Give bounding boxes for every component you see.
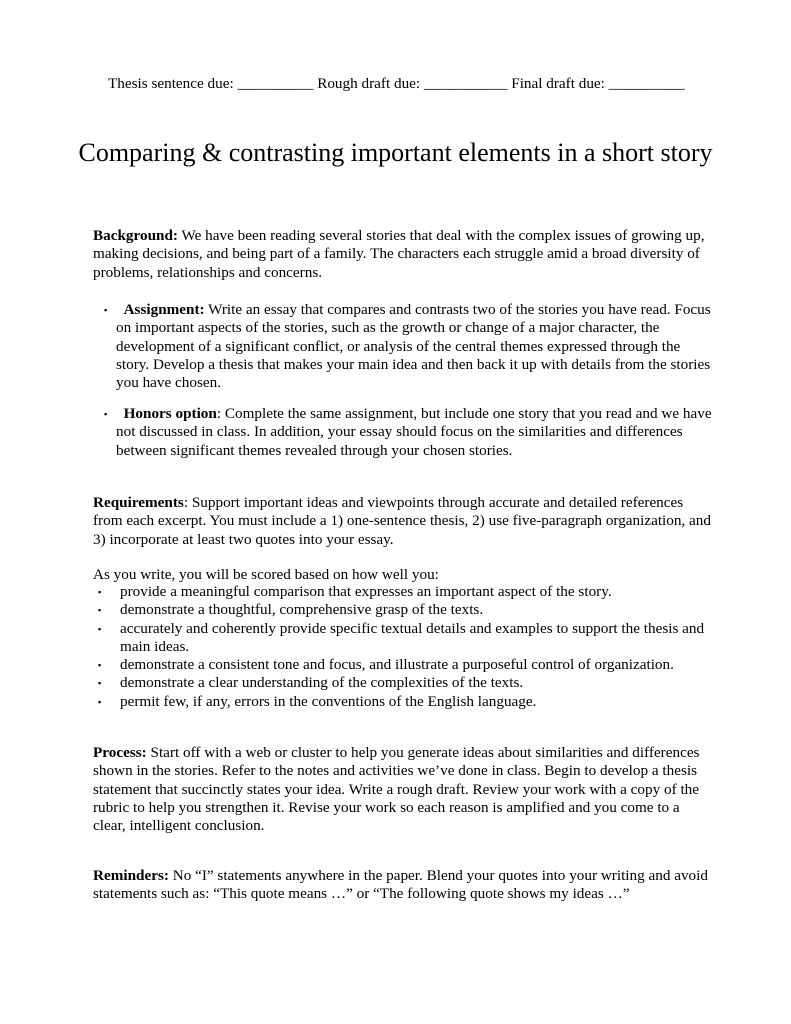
list-item: ▪ demonstrate a clear understanding of the complexities of the texts.: [98, 674, 524, 692]
reminders-text: No “I” statements anywhere in the paper. Blend your quotes into your writing and avoid statements such as: “This quote means …” or “The following quote shows my ideas …”: [93, 867, 708, 903]
honors-bullet-item: [104, 405, 716, 460]
list-item: ▪ permit few, if any, errors in the conventions of the English language.: [98, 692, 537, 710]
bullet-square-icon: ▪: [98, 678, 102, 689]
requirements-paragraph: [93, 494, 713, 549]
list-item: ▪ demonstrate a consistent tone and focus, and illustrate a purposeful control of organization.: [98, 656, 674, 674]
bullet-square-icon: ▪: [104, 305, 108, 315]
page-title: Comparing & contrasting important elements in a short story: [78, 138, 713, 167]
scoring-intro: As you write, you will be scored based on how well you:: [93, 566, 439, 583]
background-paragraph: [93, 227, 713, 282]
list-item: ▪ accurately and coherently provide specific textual details and examples to support the thesis and main ideas.: [98, 619, 705, 655]
due-dates-line: Thesis sentence due: __________ Rough draft due: ___________ Final draft due: __________: [108, 75, 685, 92]
bullet-square-icon: ▪: [98, 605, 102, 616]
bullet-square-icon: ▪: [98, 623, 102, 634]
process-label: Process:: [93, 744, 147, 761]
bullet-square-icon: ▪: [98, 696, 102, 707]
scoring-criteria-list: [98, 583, 718, 711]
assignment-label: Assignment:: [123, 301, 205, 318]
list-item: ▪ demonstrate a thoughtful, comprehensive grasp of the texts.: [98, 601, 484, 619]
reminders-label: Reminders:: [93, 867, 169, 884]
assignment-text: Write an essay that compares and contrasts two of the stories you have read. Focus on important aspects of the stories, such as the growth or change of a major character, the development of a significant conflict, or analysis of the central themes expressed through the story. Develop a thesis that makes your main idea and then back it up with details from the stories you have chosen.: [116, 301, 711, 392]
bullet-square-icon: ▪: [98, 660, 102, 671]
assignment-bullet-item: [104, 301, 716, 392]
background-label: Background:: [93, 227, 178, 244]
honors-label: Honors option: [123, 405, 217, 422]
honors-text: : Complete the same assignment, but include one story that you read and we have not discussed in class. In addition, your essay should focus on the similarities and differences between significant themes revealed through your chosen stories.: [116, 405, 712, 459]
requirements-text: : Support important ideas and viewpoints through accurate and detailed references from each excerpt. You must include a 1) one-sentence thesis, 2) use five-paragraph organization, and 3) incorporate at least two quotes into your essay.: [93, 494, 711, 548]
reminders-paragraph: [93, 867, 713, 904]
bullet-square-icon: ▪: [98, 587, 102, 597]
requirements-label: Requirements: [93, 494, 184, 511]
process-paragraph: [93, 744, 713, 835]
process-text: Start off with a web or cluster to help you generate ideas about similarities and differences shown in the stories. Refer to the notes and activities we’ve done in class. Begin to develop a thesis statement that succinctly states your idea. Write a rough draft. Review your work with a copy of the rubric to help you strengthen it. Revise your work so each reason is amplified and you come to a clear, intelligent conclusion.: [93, 744, 700, 835]
bullet-square-icon: ▪: [104, 409, 108, 419]
list-item: ▪ provide a meaningful comparison that expresses an important aspect of the story.: [98, 583, 612, 600]
background-text: We have been reading several stories that deal with the complex issues of growing up, making decisions, and being part of a family. The characters each struggle amid a broad diversity of problems, relationships and concerns.: [93, 227, 705, 281]
